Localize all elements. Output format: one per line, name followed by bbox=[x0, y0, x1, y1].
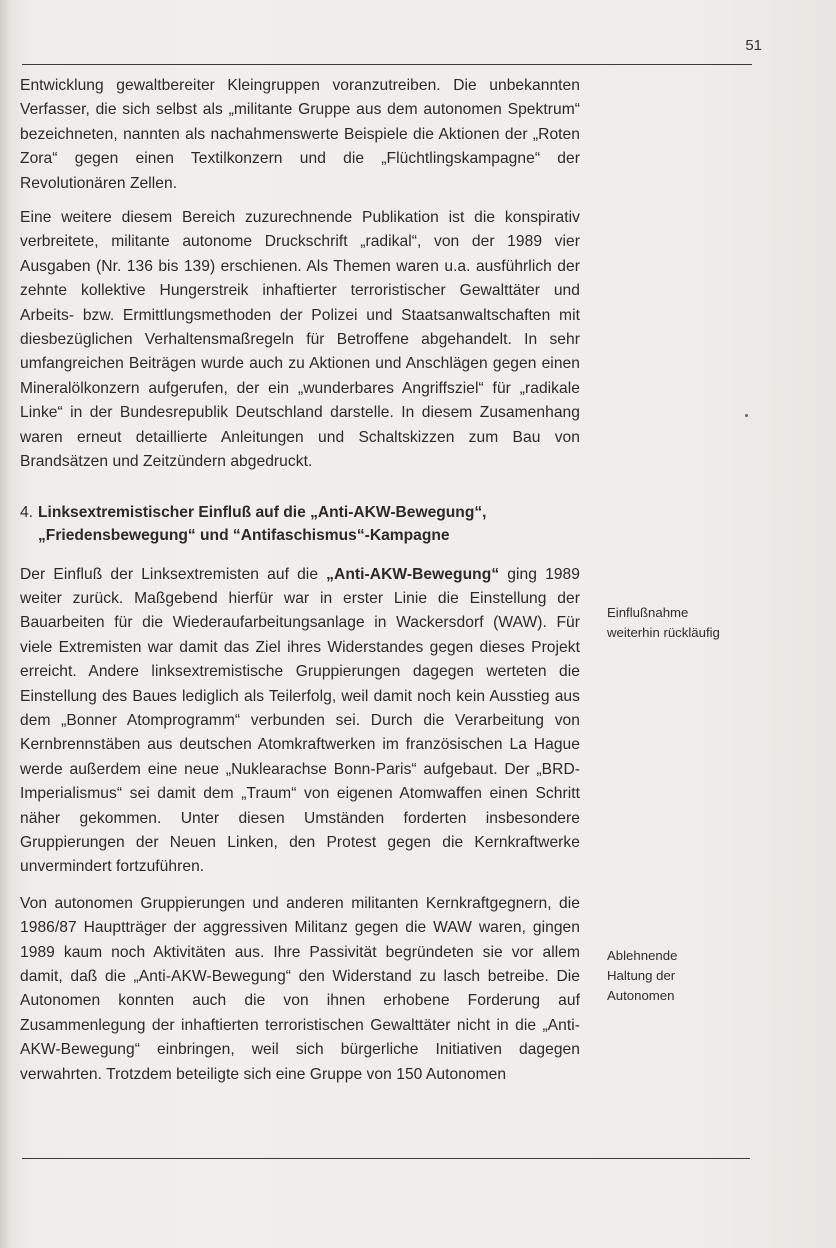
margin-note-1-line-1: Einflußnahme bbox=[607, 605, 689, 620]
paragraph-3-rest: ging 1989 weiter zurück. Maßgebend hierfür war in erster Linie die Einstellung der Bauarbeiten für die Wiederaufarbeitungsanlage in Wackersdorf (WAW). Für viele Extremisten war damit das Ziel ihres Widerstandes gegen dieses Projekt erreicht. Andere linksextremistische Gruppierungen dagegen werteten die Einstellung des Baues lediglich als Teilerfolg, weil damit noch kein Ausstieg aus dem „Bonner Atomprogramm“ verbunden sei. Durch die Verarbeitung von Kernbrennstäben aus deutschen Atomkraftwerken im französischen La Hague werde außerdem eine neue „Nuklearachse Bonn-Paris“ aufgebaut. Der „BRD-Imperialismus“ sei damit dem „Traum“ von eigenen Atomwaffen einen Schritt näher gekommen. Unter diesen Umständen forderten insbesondere Gruppierungen der Neuen Linken, den Protest gegen die Kernkraftwerke unvermindert fortzuführen. bbox=[20, 565, 581, 876]
margin-note-influence bbox=[607, 603, 757, 643]
paragraph-3 bbox=[20, 563, 580, 880]
paragraph-3-lead: Der Einfluß der Linksextremisten auf die bbox=[20, 565, 327, 583]
section-number: 4. bbox=[20, 503, 34, 521]
paragraph-4: Von autonomen Gruppierungen und anderen militanten Kernkraftgegnern, die 1986/87 Hauptträger der aggressiven Militanz gegen die WAW waren, gingen 1989 kaum noch Aktivitäten aus. Ihre Passivität begründeten sie vor allem damit, daß die „Anti-AKW-Bewegung“ den Widerstand zu lasch betreibe. Die Autonomen konnten auch die von ihnen erhobene Forderung auf Zusammenlegung der inhaftierten terroristischen Gewalttäter nicht in die „Anti-AKW-Bewegung“ einbringen, weil sich bürgerliche Initiativen dagegen verwahrten. Trotzdem beteiligte sich eine Gruppe von 150 Autonomen bbox=[20, 894, 580, 1083]
main-text-column bbox=[20, 74, 580, 1087]
section-heading bbox=[20, 501, 580, 547]
footer-rule bbox=[22, 1158, 750, 1159]
print-speck bbox=[745, 414, 748, 417]
section-title: Linksextremistischer Einfluß auf die „Anti-AKW-Bewegung“, „Friedensbewegung“ und “Antifaschismus“-Kampagne bbox=[38, 503, 487, 544]
margin-note-2-line-1: Ablehnende bbox=[607, 948, 678, 963]
paragraph-3-emphasis: „Anti-AKW-Bewegung“ bbox=[326, 565, 500, 583]
margin-note-autonomous bbox=[607, 946, 757, 1006]
header-rule bbox=[22, 64, 752, 65]
page-number: 51 bbox=[745, 37, 762, 54]
paragraph-1: Entwicklung gewaltbereiter Kleingruppen voranzutreiben. Die unbekannten Verfasser, die sich selbst als „militante Gruppe aus dem autonomen Spektrum“ bezeichneten, nannten als nachahmenswerte Beispiele die Aktionen der „Roten Zora“ gegen einen Textilkonzern und die „Flüchtlingskampagne“ der Revolutionären Zellen. bbox=[20, 77, 580, 192]
margin-note-2-line-3: Autonomen bbox=[607, 988, 675, 1003]
margin-note-2-line-2: Haltung der bbox=[607, 968, 676, 983]
margin-note-1-line-2: weiterhin rückläufig bbox=[607, 625, 720, 640]
paragraph-2: Eine weitere diesem Bereich zuzurechnende Publikation ist die konspirativ verbreitete, militante autonome Druckschrift „radikal“, von der 1989 vier Ausgaben (Nr. 136 bis 139) erschienen. Als Themen waren u.a. ausführlich der zehnte kollektive Hungerstreik inhaftierter terroristischer Gewalttäter und Arbeits- bzw. Ermittlungsmethoden der Polizei und Staatsanwaltschaften mit diesbezüglichen Verhaltensmaßregeln für Betroffene abgehandelt. In sehr umfangreichen Beiträgen wurde auch zu Aktionen und Anschlägen gegen einen Mineralölkonzern aufgerufen, der ein „wunderbares Angriffsziel“ für „radikale Linke“ in der Bundesrepublik Deutschland darstelle. In diesem Zusamenhang waren erneut detaillierte Anleitungen und Schaltskizzen zum Bau von Brandsätzen und Zeitzündern abgedruckt. bbox=[20, 209, 580, 471]
